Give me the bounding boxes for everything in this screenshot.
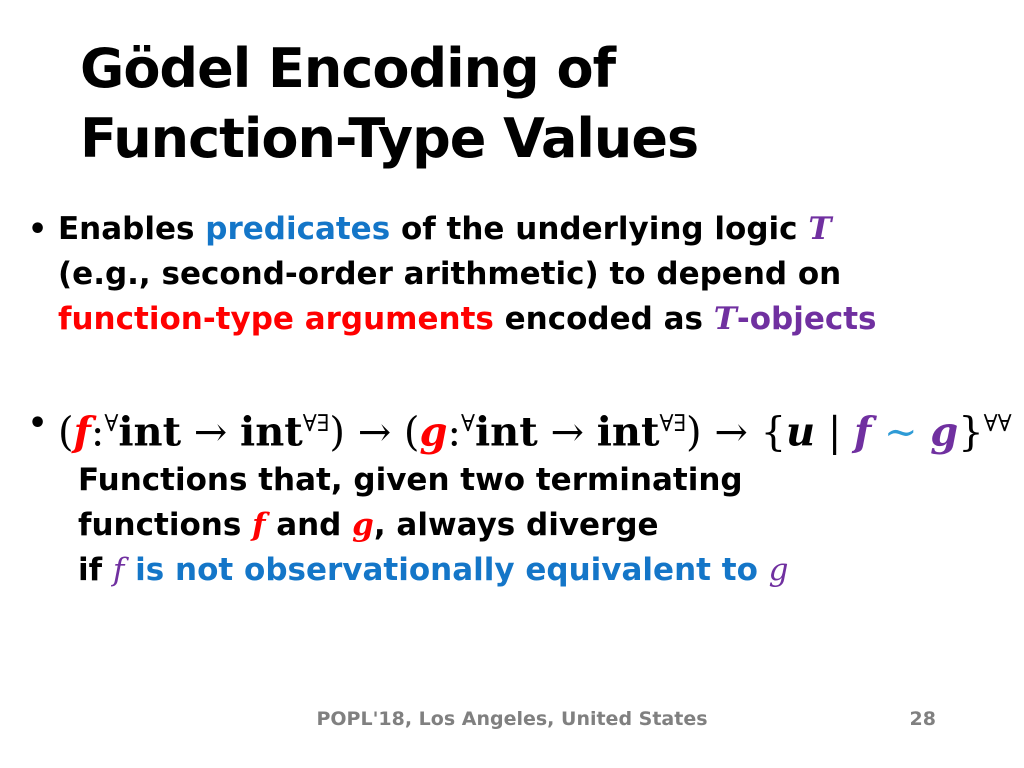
bullet-enables-predicates — [28, 207, 877, 342]
text-segment: g — [419, 408, 448, 456]
text-segment: : — [90, 409, 105, 456]
text-segment: -objects — [736, 301, 877, 337]
text-segment: g — [768, 552, 789, 588]
text-segment: → — [181, 409, 241, 456]
explanation-line-1 — [78, 458, 789, 503]
text-segment: int — [474, 408, 538, 456]
bullet-1-line-3 — [58, 297, 877, 342]
text-segment: Functions that, given two terminating — [78, 462, 743, 498]
text-segment: ∀ — [460, 410, 475, 437]
text-segment: f — [854, 408, 872, 456]
text-segment: | — [815, 409, 855, 456]
text-segment: (e.g., second-order arithmetic) to depend on — [58, 256, 842, 292]
text-segment: predicates — [205, 211, 391, 247]
text-segment: int — [240, 408, 303, 456]
text-segment: Enables — [58, 211, 206, 247]
footer-conference: POPL'18, Los Angeles, United States — [316, 708, 708, 730]
explanation-line-2 — [78, 503, 789, 548]
bullet-1-line-1 — [58, 207, 877, 252]
text-segment: int — [596, 408, 660, 456]
text-segment: function-type arguments — [58, 301, 494, 337]
text-segment: ∀ — [104, 410, 119, 437]
text-segment: } — [958, 409, 984, 456]
text-segment: ∀∃ — [302, 410, 330, 437]
text-segment: T — [713, 301, 737, 337]
text-segment: ) → { — [686, 409, 787, 456]
text-segment: int — [118, 408, 182, 456]
bullet-formula — [28, 396, 1012, 460]
text-segment: ( — [58, 409, 74, 456]
text-segment: ∀∃ — [659, 410, 687, 437]
text-segment: ∼ — [871, 409, 931, 456]
text-segment: : — [447, 409, 461, 456]
slide-title — [80, 34, 698, 174]
title-line-1: Gödel Encoding of — [80, 37, 616, 100]
text-segment: f — [252, 507, 266, 543]
bullet-dot: • — [28, 406, 48, 441]
slide-number: 28 — [909, 708, 936, 730]
text-segment: and — [265, 507, 353, 543]
text-segment: ∀∀ — [983, 410, 1012, 437]
text-segment: g — [930, 408, 959, 456]
text-segment: u — [786, 408, 816, 456]
text-segment: → — [537, 409, 597, 456]
bullet-dot: • — [28, 212, 48, 247]
text-segment: f — [73, 408, 91, 456]
text-segment: T — [808, 211, 832, 247]
text-segment: encoded as — [493, 301, 714, 337]
text-segment: , always diverge — [373, 507, 659, 543]
title-line-2: Function-Type Values — [80, 107, 699, 170]
goedel-encoding-formula — [58, 396, 1012, 460]
bullet-1-line-2 — [58, 252, 877, 297]
bullet-1-text — [58, 207, 877, 342]
text-segment: f — [112, 552, 125, 588]
formula-explanation — [78, 458, 789, 593]
text-segment: g — [352, 507, 374, 543]
explanation-line-3 — [78, 548, 789, 593]
text-segment: functions — [78, 507, 253, 543]
text-segment: is not observationally equivalent to — [124, 552, 769, 588]
text-segment: ) → ( — [329, 409, 420, 456]
text-segment: of the underlying logic — [390, 211, 809, 247]
text-segment: if — [78, 552, 113, 588]
